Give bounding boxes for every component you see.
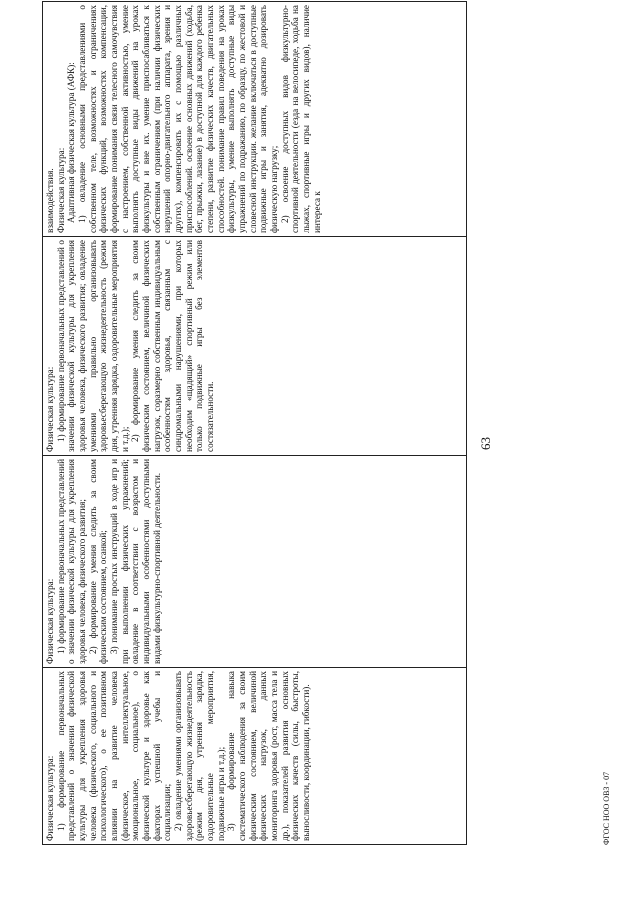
column-2-item: 1) формирование первоначальных представлений о значении физической культуры для укрепления здоровья человека, физического развития; bbox=[55, 459, 88, 664]
column-3-heading: Физическая культура: bbox=[45, 366, 55, 452]
column-4-subheading: Адаптивная физическая культура (АФК): bbox=[66, 62, 77, 223]
column-1-item: 1) формирование первоначальных представлений о значении физической культуры для укрепления здоровья человека (физического, социального и психологического), о ее позитивном влиянии на развитие человека (физическое, интеллектуальное, эмоциональное, социальное), о физической культуре и здоровье как факторах успешной учебы и социализации; bbox=[55, 671, 173, 841]
column-2-item: 2) формирование умения следить за своим физическим состоянием, осанкой; bbox=[87, 459, 109, 664]
column-1-heading: Физическая культура: bbox=[45, 755, 55, 841]
column-1-cell bbox=[43, 668, 467, 845]
column-3-cell bbox=[43, 237, 467, 456]
column-4-item: 2) освоение доступных видов физкультурно-спортивной деятельности (езда на велосипеде, ходьба на лыжах, спортивные игры и других видов), наличие интереса к bbox=[279, 5, 322, 233]
table-row bbox=[43, 2, 467, 845]
column-3-item: 2) формирование умения следить за своим физическим состоянием, величиной физических нагрузок, соразмерно собственным индивидуальным особенностям здоровья, связанным с синдромальными нарушениями, при которых необходим «щадящий» спортивный режим или только подвижные игры без элементов состязательности. bbox=[130, 240, 216, 452]
page-number: 63 bbox=[478, 437, 493, 450]
column-4-top-text: взаимодействия. bbox=[45, 168, 55, 233]
column-2-item: 3) понимание простых инструкций в ходе игр и при выполнении физических упражнений; овладение в соответствии с возрастом и индивидуальными особенностями доступными видами физкультурно-спортивной деятельности. bbox=[109, 459, 162, 664]
column-2-cell bbox=[43, 456, 467, 668]
column-4-item: 1) овладение основными представлениями о собственном теле, возможностях и ограничениях физических функций, возможностях компенсации, формирование понимания связи телесного самочувствия с настроением, собственной активностью, умение выполнять доступные виды движений на уроках физкультуры и вне их. умение приспосабливаться к собственным ограничениям (при наличии физических нарушений опорно-двигательного аппарата, зрения и других), компенсировать их с помощью различных приспособлений. освоение основных движений (ходьба, бег, прыжки, лазание) в доступной для каждого ребенка степени, развитие физических качеств, двигательных способностей. понимание правил поведения на уроках физкультуры, умение выполнять доступные виды упражнений по подражанию, по образцу, по жестовой и словесной инструкции. желание включаться в доступные подвижные игры и занятия, адекватно дозировать физическую нагрузку; bbox=[77, 5, 280, 233]
column-4-cell bbox=[43, 2, 467, 237]
rotated-page bbox=[42, 5, 611, 845]
column-1-item: 2) овладение умениями организовывать здоровьесберегающую жизнедеятельность (режим дня, утренняя зарядка, оздоровительные мероприятия, подвижные игры и т.д.); bbox=[173, 671, 226, 841]
column-3-item: 1) формирование первоначальных представлений о значении физической культуры для укрепления здоровья человека, физического развития; овладение умениями правильно организовывать здоровьесберегающую жизнедеятельность (режим дня, утренняя зарядка, оздоровительные мероприятия и т.д.); bbox=[55, 240, 130, 452]
document-footer: ФГОС НОО ОВЗ - 07 bbox=[602, 771, 611, 845]
column-4-heading: Физическая культура: bbox=[55, 147, 66, 233]
column-1-item: 3) формирование навыка систематического наблюдения за своим физическим состоянием, величиной физических нагрузок, данных мониторинга здоровья (рост, масса тела и др.), показателей развития основных физических качеств (силы, быстроты, выносливости, координации, гибкости). bbox=[226, 671, 312, 841]
standards-table bbox=[42, 1, 467, 845]
column-2-heading: Физическая культура: bbox=[45, 578, 55, 664]
